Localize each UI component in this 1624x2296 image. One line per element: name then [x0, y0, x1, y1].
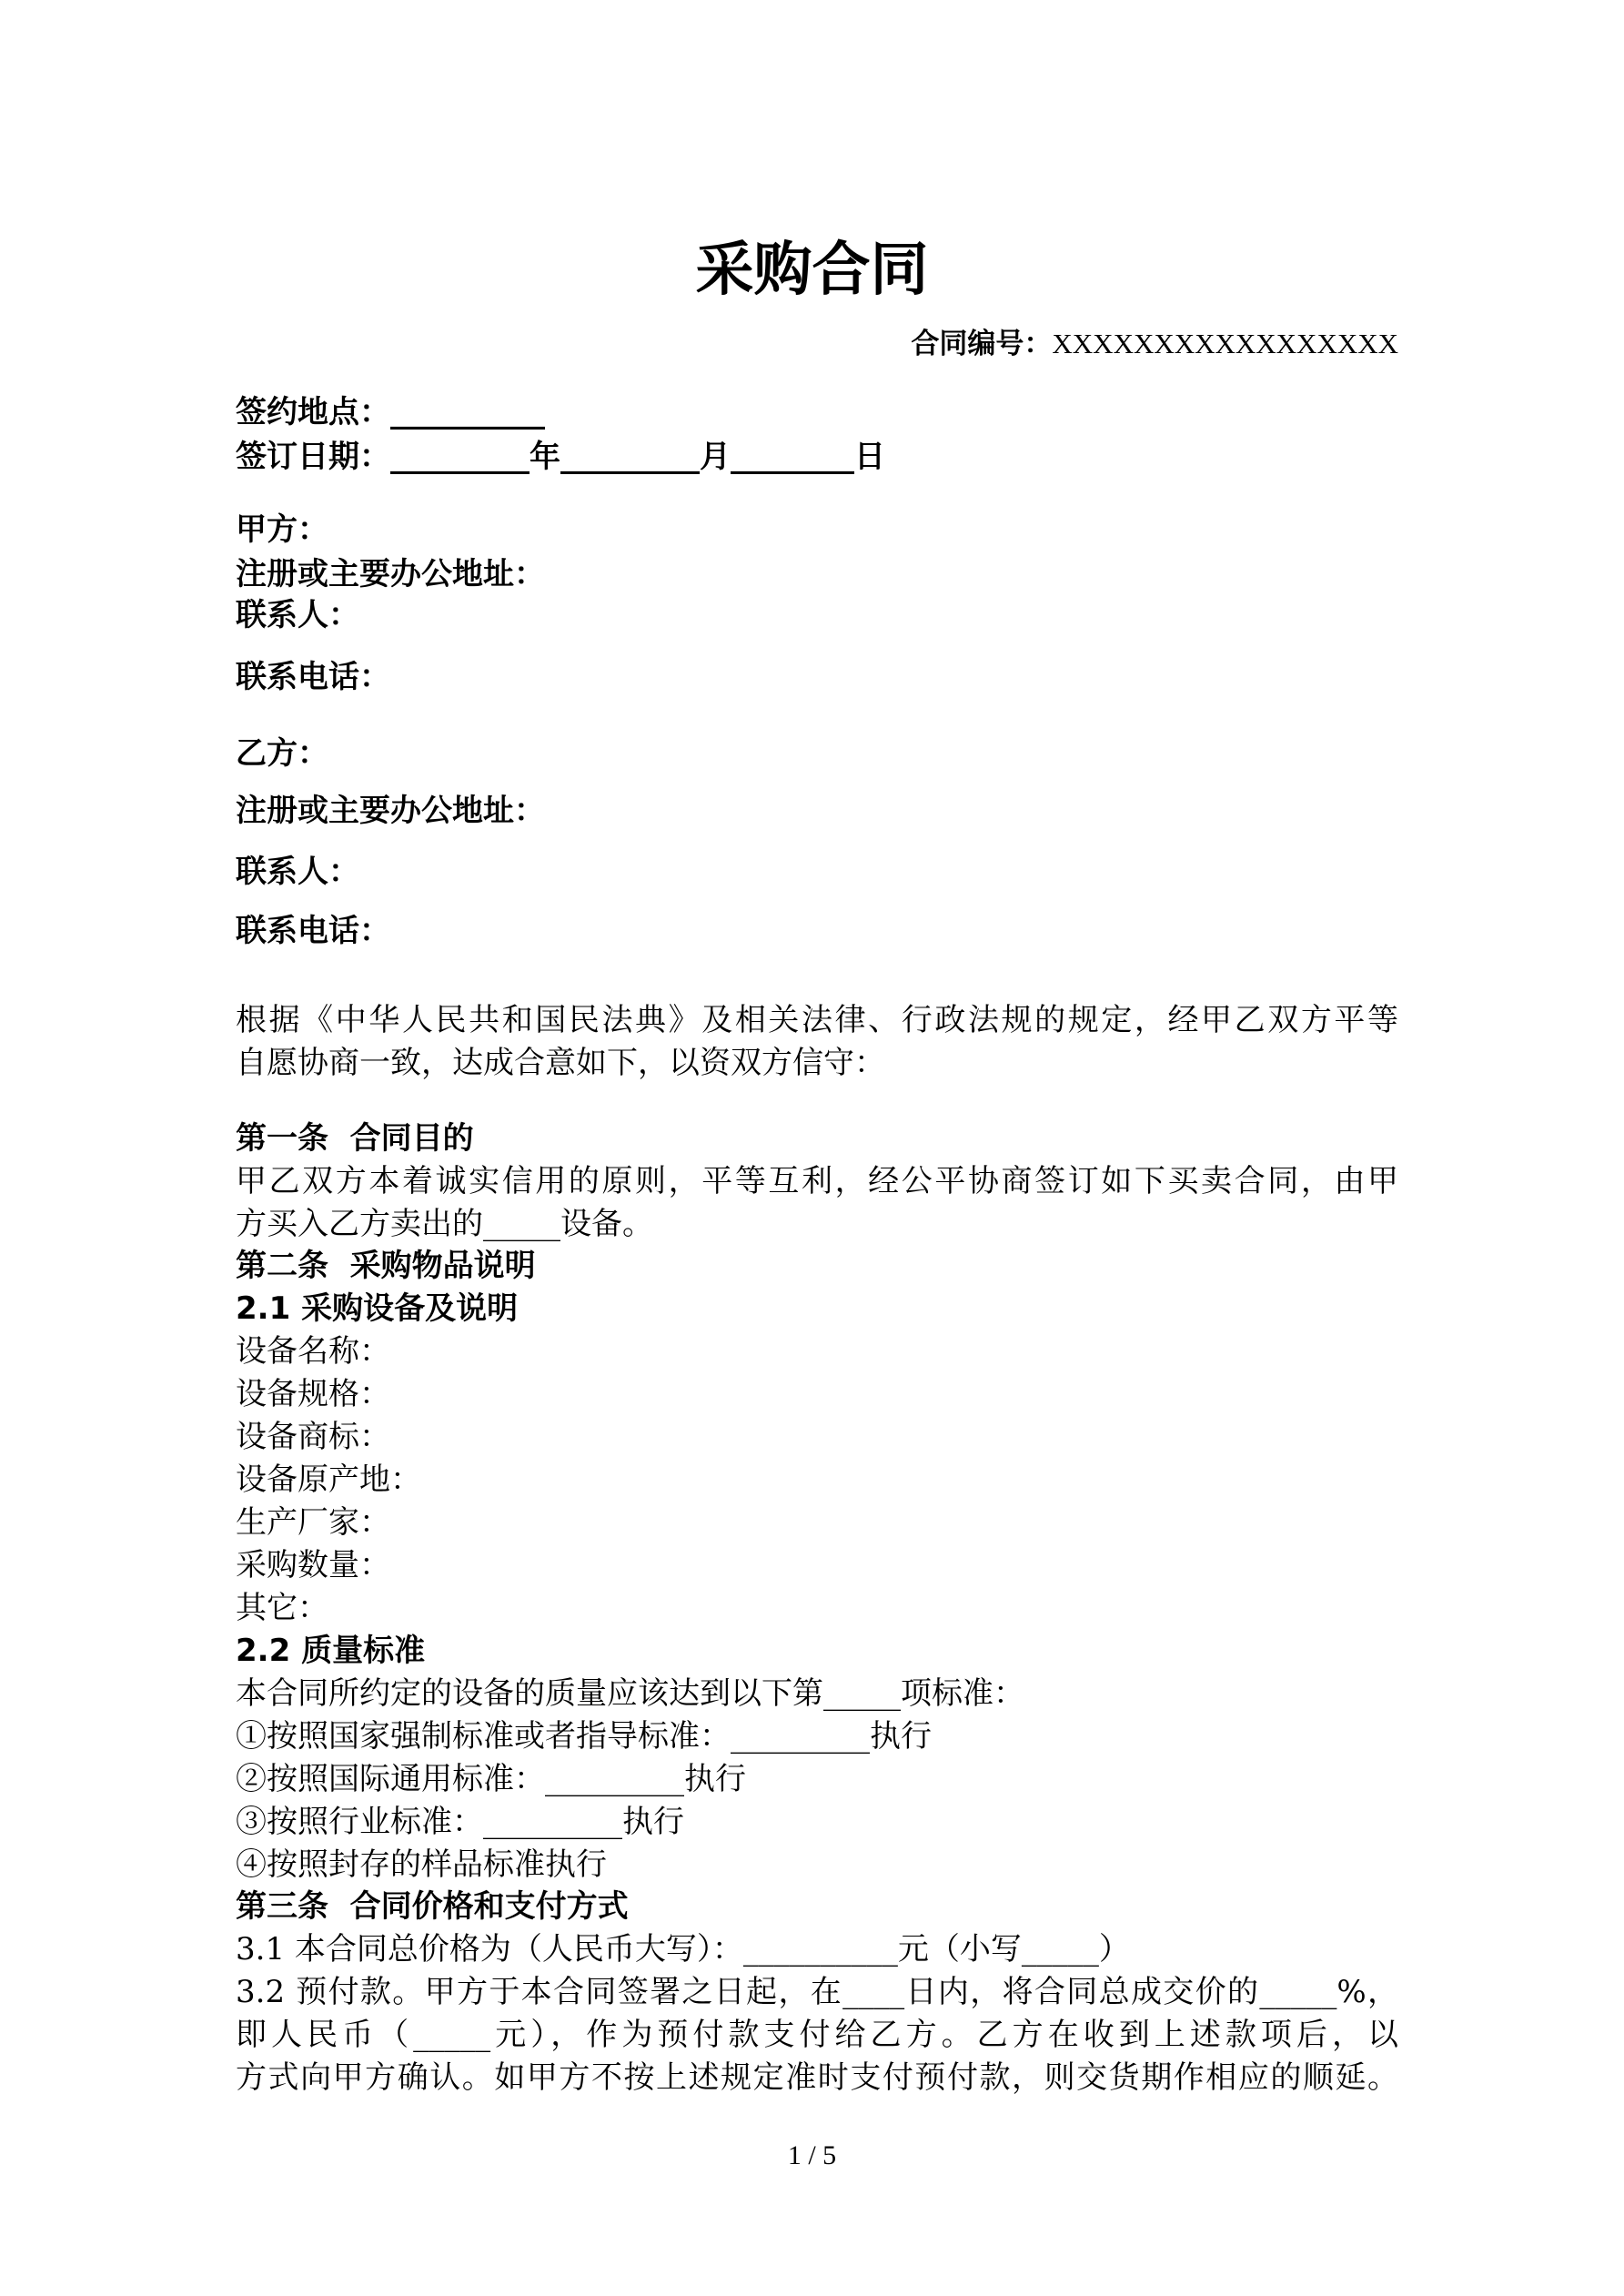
standard-option: ③按照行业标准：_________执行 — [236, 1804, 684, 1840]
contract-number-value: XXXXXXXXXXXXXXXXX — [1052, 328, 1398, 359]
article-1-heading: 第一条 合同目的 — [236, 1120, 474, 1157]
party-b-name: 乙方： — [236, 735, 328, 772]
article-3-heading: 第三条 合同价格和支付方式 — [236, 1888, 629, 1925]
equipment-field: 其它： — [236, 1590, 328, 1626]
standard-intro: 本合同所约定的设备的质量应该达到以下第_____项标准： — [236, 1675, 1024, 1712]
article-3-line: 方式向甲方确认。如甲方不按上述规定准时支付预付款，则交货期作相应的顺延。 — [236, 2059, 1398, 2096]
party-a-address: 注册或主要办公地址： — [236, 556, 545, 592]
equipment-field: 设备名称： — [236, 1333, 390, 1370]
article-1-line: 甲乙双方本着诚实信用的原则，平等互利，经公平协商签订如下买卖合同，由甲 — [236, 1163, 1398, 1199]
preamble-line: 根据《中华人民共和国民法典》及相关法律、行政法规的规定，经甲乙双方平等 — [236, 1002, 1398, 1038]
party-a-phone: 联系电话： — [236, 659, 390, 695]
standard-option: ②按照国际通用标准：_________执行 — [236, 1761, 746, 1797]
equipment-field: 生产厂家： — [236, 1504, 390, 1541]
page-number: 1 / 5 — [787, 2140, 837, 2170]
equipment-field: 设备商标： — [236, 1419, 390, 1455]
equipment-field: 设备规格： — [236, 1376, 390, 1412]
article-3-line: 即人民币（_____元），作为预付款支付给乙方。乙方在收到上述款项后，以 — [236, 2017, 1398, 2053]
section-2-2-heading: 2.2 质量标准 — [236, 1633, 426, 1669]
standard-option: ④按照封存的样品标准执行 — [236, 1846, 607, 1883]
party-b-phone: 联系电话： — [236, 913, 390, 949]
signing-date: 签订日期：_________年_________月________日 — [236, 439, 885, 475]
article-2-heading: 第二条 采购物品说明 — [236, 1248, 536, 1284]
contract-number-label: 合同编号： — [911, 328, 1053, 360]
article-3-line: 3.1 本合同总价格为（人民币大写）：__________元（小写_____） — [236, 1931, 1130, 1967]
party-a-name: 甲方： — [236, 511, 328, 548]
equipment-field: 设备原产地： — [236, 1462, 421, 1498]
equipment-field: 采购数量： — [236, 1547, 390, 1583]
party-b-contact: 联系人： — [236, 854, 359, 890]
party-a-contact: 联系人： — [236, 597, 359, 633]
standard-option: ①按照国家强制标准或者指导标准：_________执行 — [236, 1718, 932, 1755]
document-title: 采购合同 — [695, 237, 929, 304]
article-1-line: 方买入乙方卖出的_____设备。 — [236, 1206, 653, 1242]
article-3-line: 3.2 预付款。甲方于本合同签署之日起，在____日内，将合同总成交价的_____%， — [236, 1974, 1398, 2010]
contract-number — [911, 320, 1398, 361]
section-2-1-heading: 2.1 采购设备及说明 — [236, 1290, 519, 1327]
party-b-address: 注册或主要办公地址： — [236, 793, 545, 829]
signing-place: 签约地点：__________ — [236, 394, 545, 430]
preamble-line: 自愿协商一致，达成合意如下，以资双方信守： — [236, 1045, 885, 1081]
